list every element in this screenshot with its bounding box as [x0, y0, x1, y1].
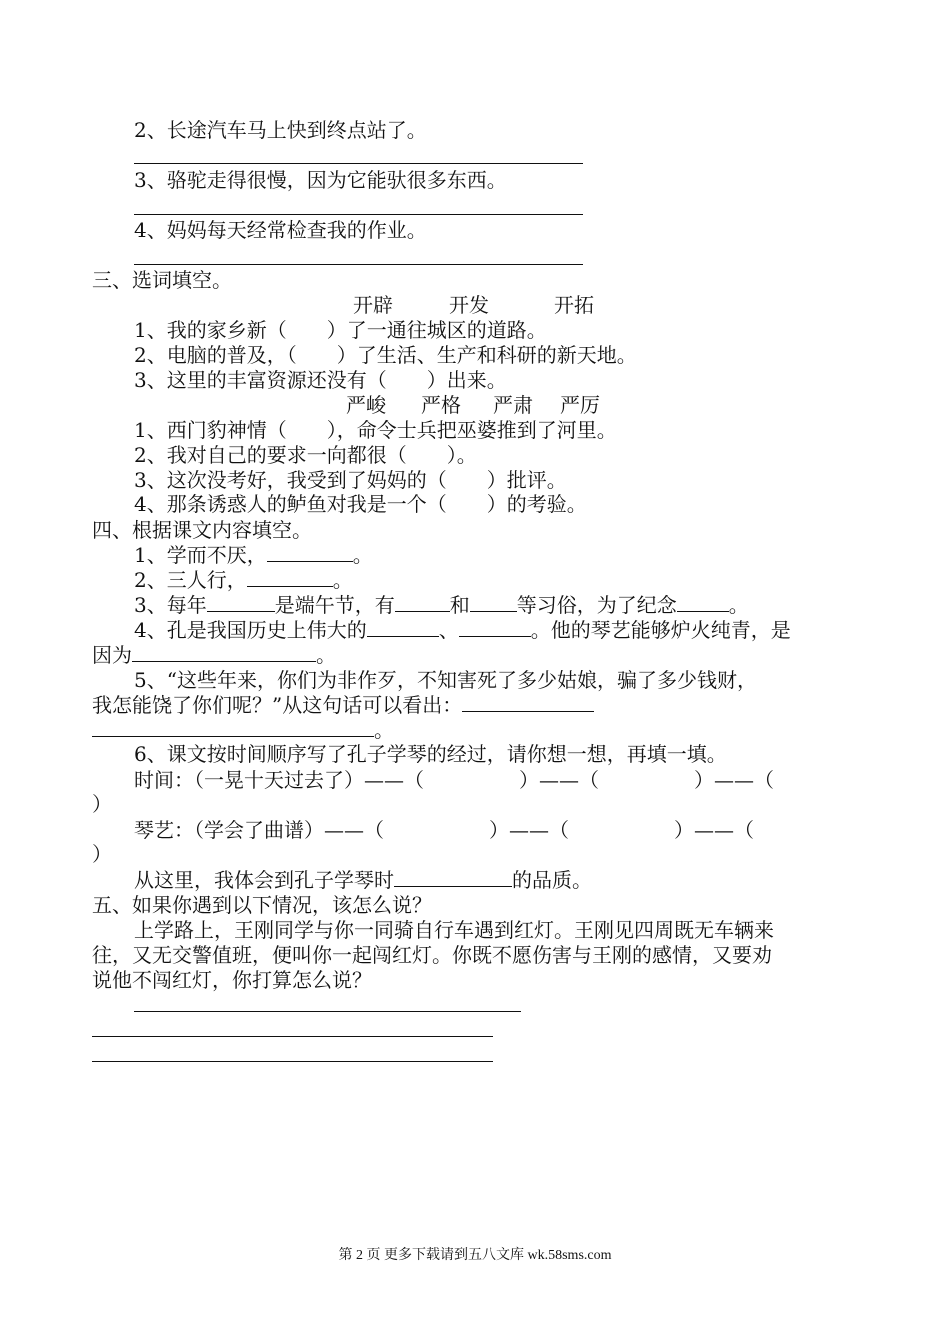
text-fill-4: 4、孔是我国历史上伟大的 、 。他的琴艺能够炉火纯青，是 [134, 618, 791, 642]
scenario-line-3: 说他不闯红灯，你打算怎么说？ [92, 968, 372, 992]
text-fill-6: 6、课文按时间顺序写了孔子学琴的经过，请你想一想，再填一填。 [134, 742, 727, 766]
word-option: 严肃 [493, 393, 533, 417]
word-option: 严格 [421, 393, 461, 417]
section-4-heading: 四、根据课文内容填空。 [92, 518, 312, 542]
answer-line [92, 1036, 493, 1037]
fill-item: 4、那条诱惑人的鲈鱼对我是一个（ ）的考验。 [134, 492, 587, 516]
timeline-close: ） [92, 842, 112, 866]
fill-item: 1、我的家乡新（ ）了一通往城区的道路。 [134, 318, 547, 342]
fill-item: 3、这次没考好，我受到了妈妈的（ ）批评。 [134, 468, 567, 492]
fill-item: 1、西门豹神情（ ），命令士兵把巫婆推到了河里。 [134, 418, 617, 442]
text-fill-3: 3、每年 是端午节，有 和 等习俗，为了纪念 。 [134, 593, 749, 617]
timeline-skill: 琴艺：（学会了曲谱）——（ ）——（ ）——（ [134, 818, 754, 842]
page-footer: 第 2 页 更多下载请到五八文库 wk.58sms.com [338, 1248, 612, 1263]
word-option: 严峻 [346, 393, 386, 417]
answer-line [134, 264, 583, 265]
fill-item: 3、这里的丰富资源还没有（ ）出来。 [134, 368, 507, 392]
answer-line [134, 163, 583, 164]
word-option: 开拓 [554, 293, 594, 317]
word-bank-2 [0, 393, 950, 417]
section-5-heading: 五、如果你遇到以下情况，该怎么说？ [92, 893, 432, 917]
answer-line [134, 214, 583, 215]
timeline-time: 时间：（一晃十天过去了）——（ ）——（ ）——（ [134, 768, 774, 792]
text-fill-5-cont: 我怎能饶了你们呢？”从这句话可以看出： [92, 693, 594, 717]
section-3-heading: 三、选词填空。 [92, 268, 232, 292]
text-fill-1: 1、学而不厌， 。 [134, 543, 373, 567]
timeline-close: ） [92, 792, 112, 816]
text-fill-6-summary: 从这里，我体会到孔子学琴时 的品质。 [134, 868, 592, 892]
fill-item: 2、电脑的普及，（ ）了生活、生产和科研的新天地。 [134, 343, 637, 367]
text-fill-4-cont: 因为 。 [92, 643, 336, 667]
scenario-line-2: 往，又无交警值班，便叫你一起闯红灯。你既不愿伤害与王刚的感情，又要劝 [92, 943, 772, 967]
text-fill-5-line: 。 [92, 718, 394, 742]
rewrite-sentence-4: 4、妈妈每天经常检查我的作业。 [134, 218, 427, 242]
fill-item: 2、我对自己的要求一向都很（ ）。 [134, 443, 477, 467]
answer-line [92, 1061, 493, 1062]
text-fill-2: 2、三人行， 。 [134, 568, 353, 592]
word-option: 开发 [449, 293, 489, 317]
rewrite-sentence-3: 3、骆驼走得很慢，因为它能驮很多东西。 [134, 168, 507, 192]
word-bank-1 [0, 293, 950, 317]
scenario-line-1: 上学路上，王刚同学与你一同骑自行车遇到红灯。王刚见四周既无车辆来 [134, 918, 774, 942]
rewrite-sentence-2: 2、长途汽车马上快到终点站了。 [134, 118, 427, 142]
word-option: 开辟 [353, 293, 393, 317]
answer-line [134, 1011, 521, 1012]
word-option: 严厉 [560, 393, 600, 417]
text-fill-5: 5、“这些年来，你们为非作歹，不知害死了多少姑娘，骗了多少钱财， [134, 668, 757, 692]
